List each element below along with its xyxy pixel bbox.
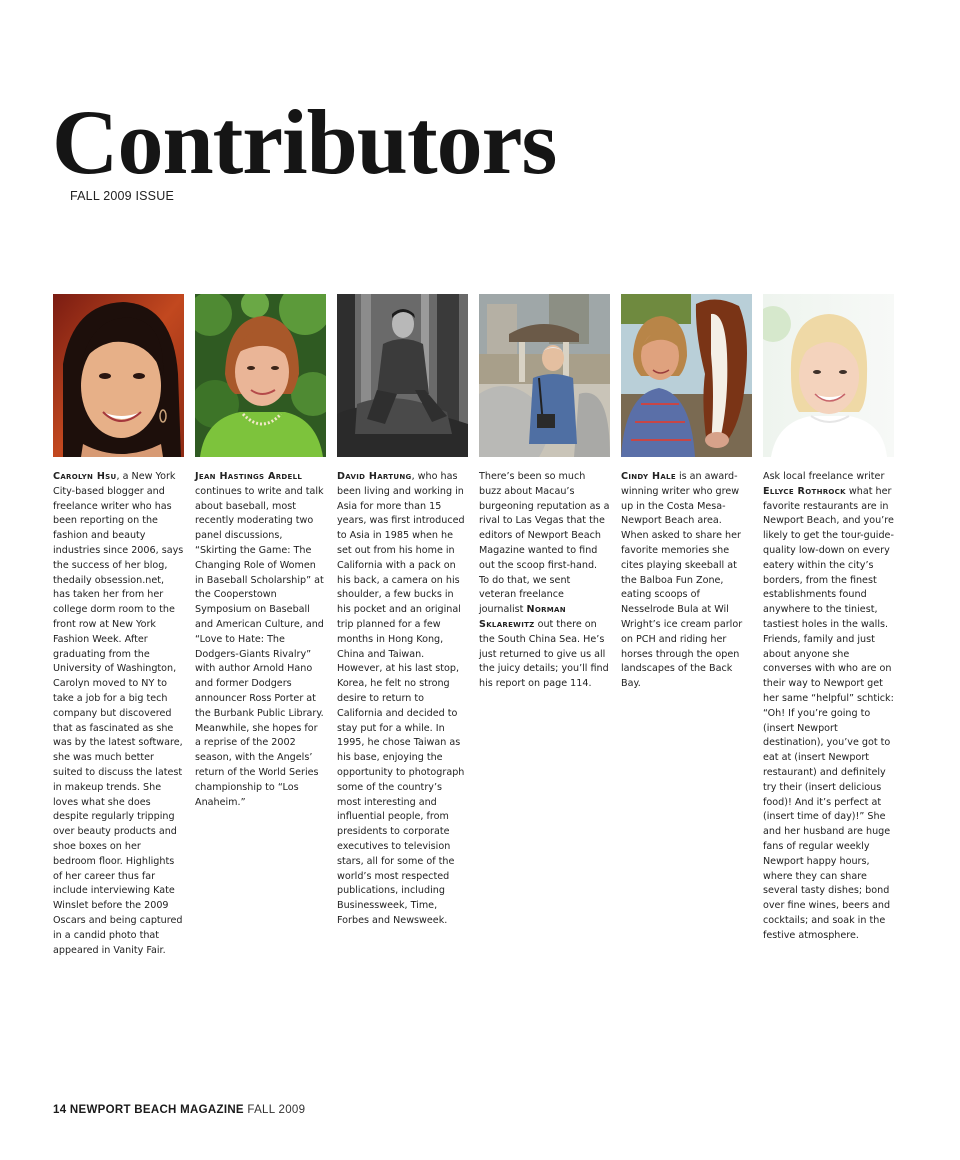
photo-carolyn-hsu [53,294,184,457]
page-title: Contributors [52,91,557,193]
bio-text [195,470,326,810]
bio-post: what her favorite restaurants are in Newport Beach, and you’re likely to get the tour-guide-quality low-down on every eatery within the city’s borders, from the finest establishments found anywhere to the tiniest, tastiest holes in the walls. Friends, family and just about anyone she converses with who are on their way to Newport get her same “helpful” schtick: “Oh! If you’re going to (insert Newport destination), you’ve got to eat at (insert Newport restaurant) and definitely try their (insert delicious food)! And it’s perfect at (insert time of day)!” She and her husband are huge fans of regular weekly Newport happy hours, where they can share several tasty dishes; bond over fine wines, beers and cocktails; and soak in the festive atmosphere. [763,485,894,941]
bio-text [53,470,184,958]
contributor-cindy-hale [621,294,752,958]
bio-post: is an award-winning writer who grew up in the Costa Mesa-Newport Beach area. When asked to share her favorite memories she cites playing skeeball at the Balboa Fun Zone, eating scoops of Nesselrode Bula at Wil Wright’s ice cream parlor on PCH and riding her horses through the open landscapes of the Back Bay. [621,471,743,690]
bio-post: , who has been living and working in Asia for more than 15 years, was first introduced to Asia in 1985 when he set out from his home in California with a pack on his back, a camera on his shoulder, a few bucks in his pocket and an original trip planned for a few months in Hong Kong, China and Taiwan. However, at his last stop, Korea, he felt no strong desire to return to California and decided to stay put for a while. In 1995, he chose Taiwan as his base, enjoying the opportunity to photograph some of the country’s most interesting and influential people, from presidents to corporate executives to television stars, all for some of the world’s most respected publications, including Businessweek, Time, Forbes and Newsweek. [337,471,465,926]
contributor-name: Norman Sklarewitz [479,604,566,630]
bio-text [763,470,894,944]
bio-text [479,470,610,692]
contributor-norman-sklarewitz [479,294,610,958]
bio-text [337,470,468,929]
contributors-grid [53,294,895,958]
contributor-ellyce-rothrock [763,294,894,958]
bio-post: out there on the South China Sea. He’s just returned to give us all the juicy details; you’ll find his report on page 114. [479,618,609,690]
contributor-carolyn-hsu [53,294,184,958]
contributor-name: David Hartung [337,471,412,482]
photo-jean-hastings-ardell [195,294,326,457]
contributor-jean-hastings-ardell [195,294,326,958]
bio-pre: There’s been so much buzz about Macau’s burgeoning reputation as a rival to Las Vegas that the editors of Newport Beach Magazine wanted to find out the scoop first-hand. To do that, we sent veteran freelance journalist [479,471,610,616]
contributor-david-hartung [337,294,468,958]
page-number: 14 [53,1104,67,1116]
bio-post: continues to write and talk about baseball, most recently moderating two panel discussions, “Skirting the Game: The Changing Role of Women in Baseball Scholarship” at the Cooperstown Symposium on Baseball and American Culture, and “Love to Hate: The Dodgers-Giants Rivalry” with author Arnold Hano and former Dodgers announcer Ross Porter at the Burbank Public Library. Meanwhile, she hopes for a reprise of the 2002 season, with the Angels’ return of the World Series championship to “Los Anaheim.” [195,485,324,808]
publication-name: NEWPORT BEACH MAGAZINE [69,1104,244,1116]
contributor-name: Cindy Hale [621,471,676,482]
contributor-name: Carolyn Hsu [53,471,117,482]
issue-label: FALL 2009 ISSUE [70,189,174,203]
contributor-name: Jean Hastings Ardell [195,471,303,482]
bio-pre: Ask local freelance writer [763,471,885,482]
contributor-name: Ellyce Rothrock [763,485,846,497]
issue-season: FALL 2009 [247,1104,306,1116]
photo-david-hartung [337,294,468,457]
photo-ellyce-rothrock [763,294,894,457]
page-footer [53,1104,305,1116]
bio-post: , a New York City-based blogger and freelance writer who has been reporting on the fashion and beauty industries since 2006, says the success of her blog, thedaily obsession.net, has taken her from her college dorm room to the front row at New York Fashion Week. After graduating from the University of Washington, Carolyn moved to NY to take a job for a big tech company but discovered that as fascinated as she was by the latest software, she was much better suited to discuss the latest in makeup trends. She loves what she does despite regularly tripping over beauty products and shoe boxes on her bedroom floor. Highlights of her career thus far include interviewing Kate Winslet before the 2009 Oscars and being captured in a candid photo that appeared in Vanity Fair. [53,471,184,956]
photo-norman-sklarewitz [479,294,610,457]
bio-text [621,470,752,692]
photo-cindy-hale [621,294,752,457]
